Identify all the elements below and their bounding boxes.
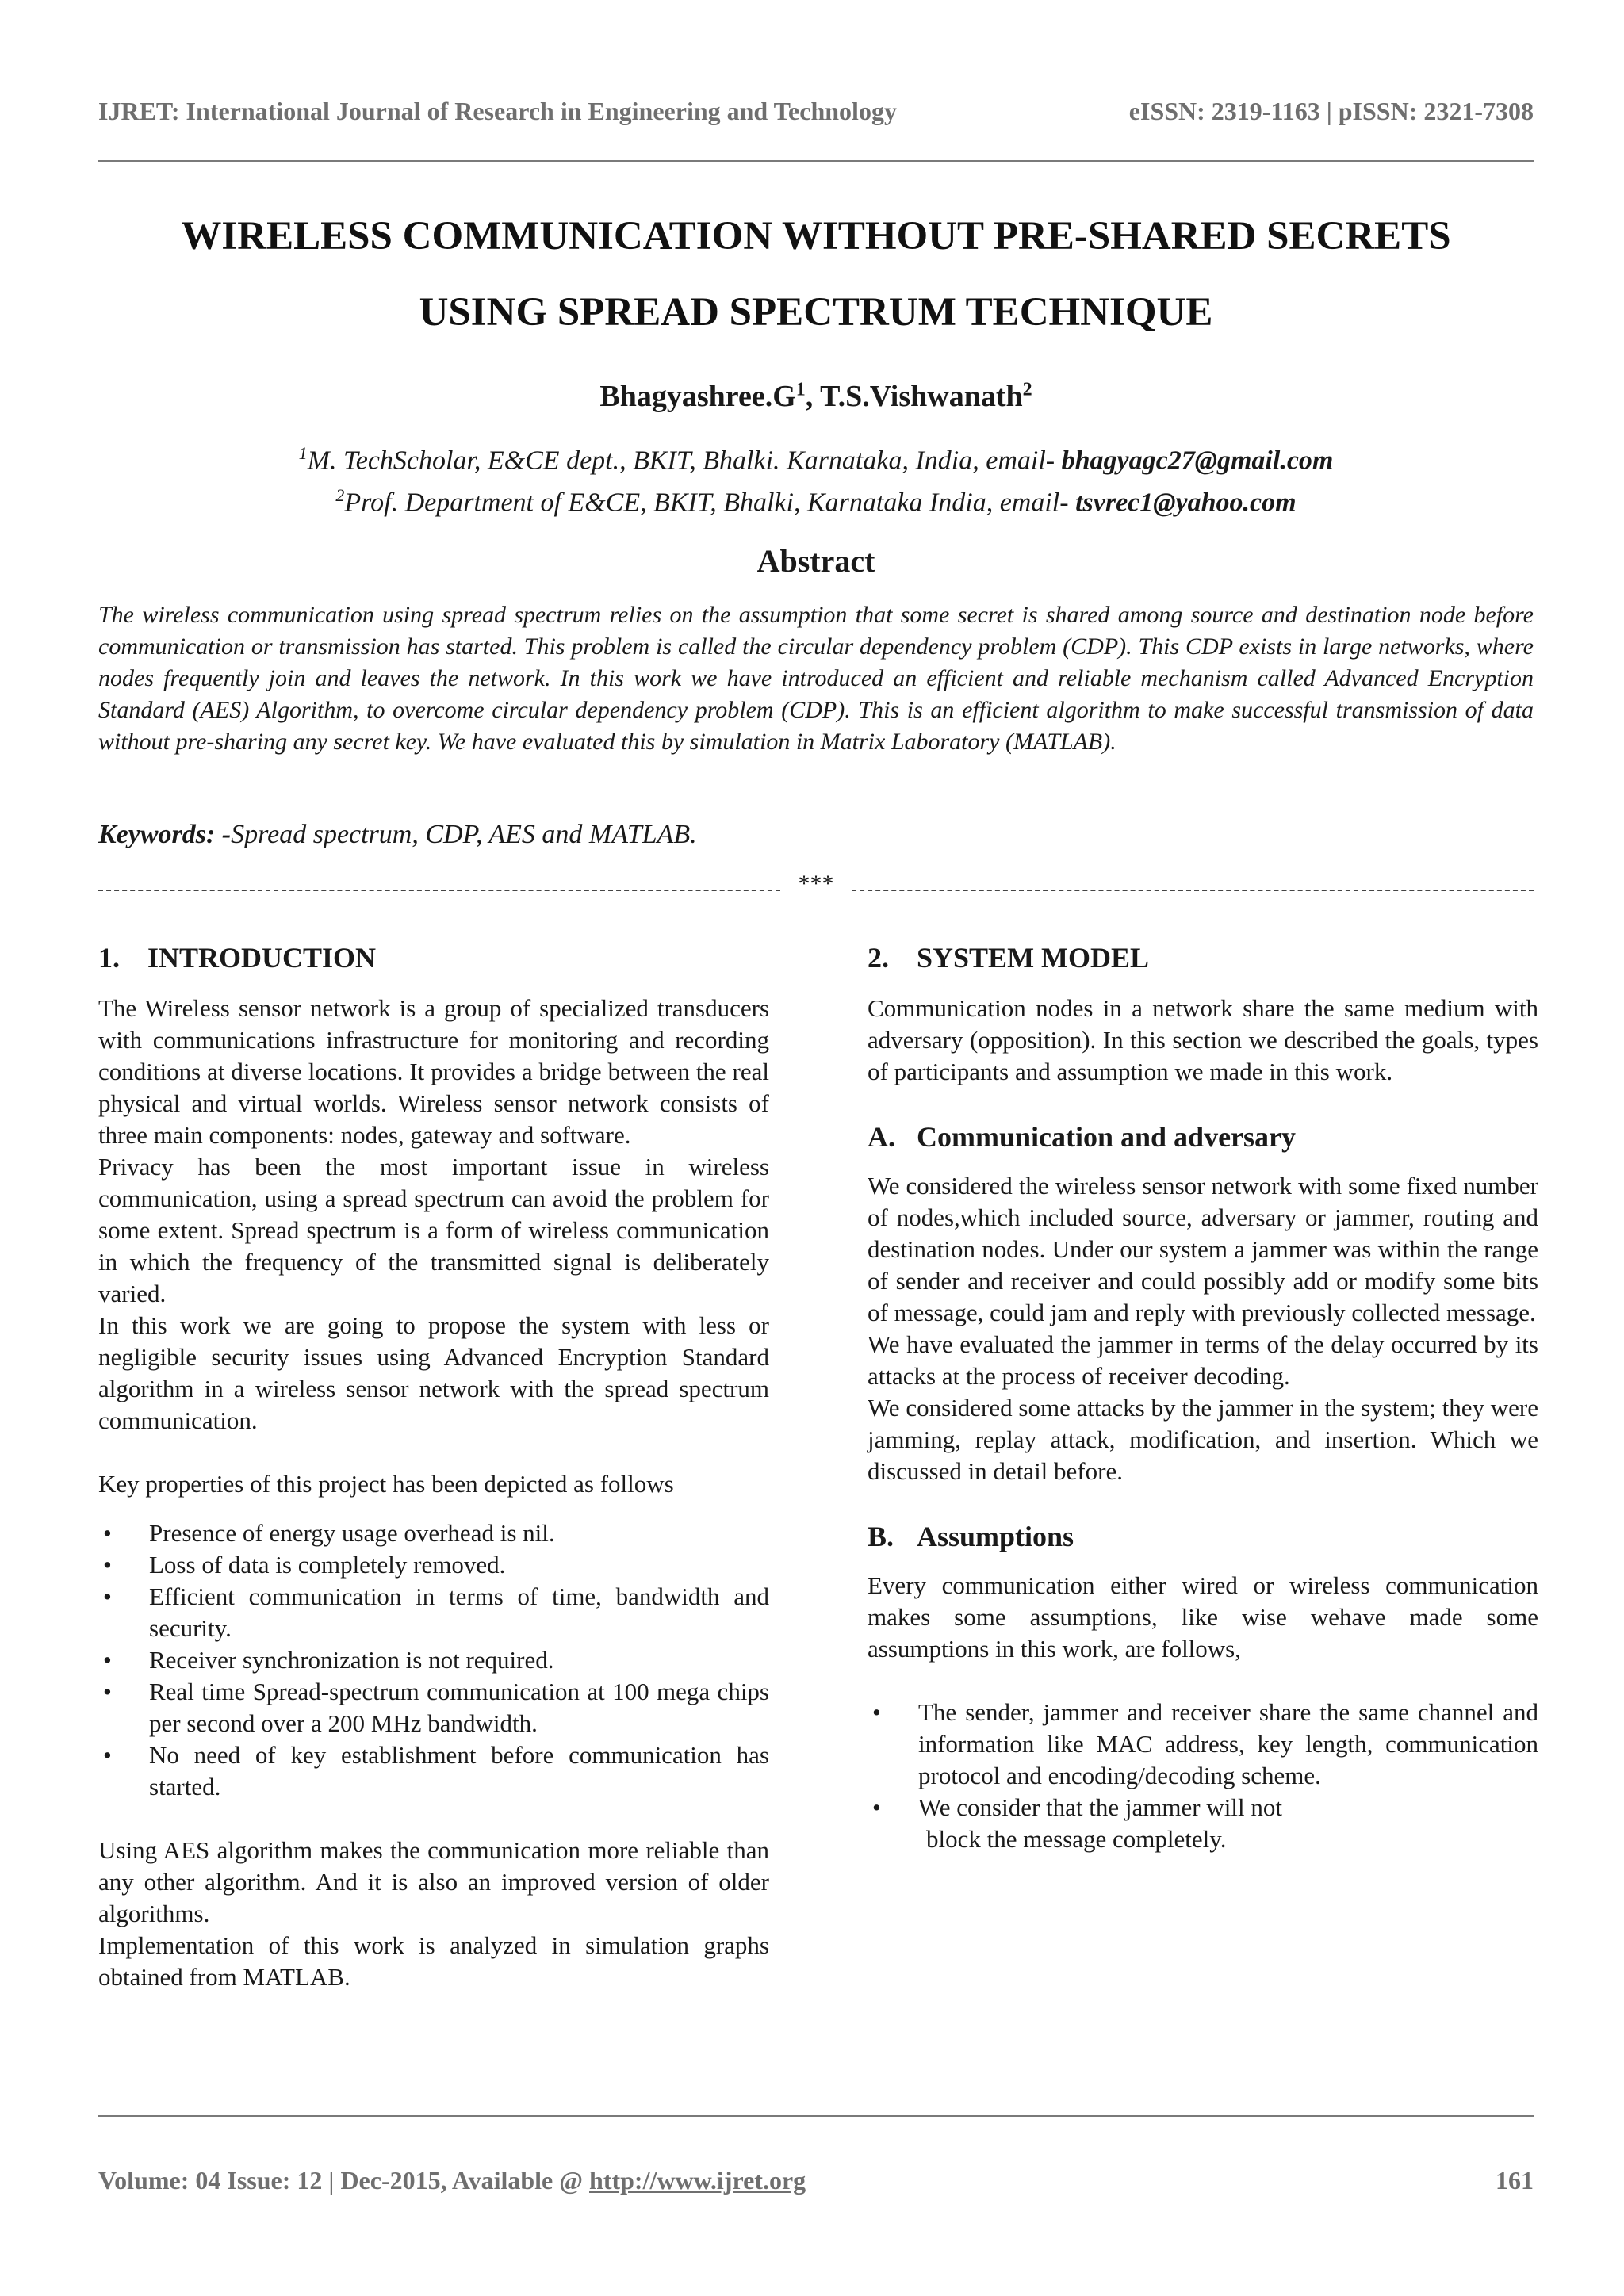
- paragraph: We considered some attacks by the jammer in the system; they were jamming, replay attack, modification, and insertion. Which we discussed in detail before.: [868, 1394, 1538, 1485]
- journal-link[interactable]: http://www.ijret.org: [589, 2166, 806, 2195]
- paragraph: We have evaluated the jammer in terms of the delay occurred by its attacks at the process of receiver decoding.: [868, 1330, 1538, 1390]
- abstract-heading: Abstract: [756, 543, 875, 579]
- paragraph: In this work we are going to propose the system with less or negligible security issues using Advanced Encryption Standard algorithm in a wireless sensor network with the spread spectrum communication.: [98, 1311, 769, 1434]
- keywords-text: Spread spectrum, CDP, AES and MATLAB.: [231, 820, 697, 849]
- author-2-sup: 2: [1022, 379, 1032, 400]
- separator-dash-left: [98, 890, 780, 891]
- paragraph: Key properties of this project has been depicted as follows: [98, 1470, 674, 1498]
- paragraph: Implementation of this work is analyzed in simulation graphs obtained from MATLAB.: [98, 1931, 769, 1991]
- subsection-heading-assumptions: B. Assumptions: [868, 1521, 1074, 1552]
- header-divider: [98, 160, 1534, 162]
- subsection-heading-communication-adversary: A. Communication and adversary: [868, 1121, 1297, 1153]
- section-heading-system-model: 2. SYSTEM MODEL: [868, 942, 1150, 974]
- affiliation-2: $^2$Prof. Department of E&CE, BKIT, Bhalki, Karnataka India, email- tsvrec1@yahoo.com: [335, 485, 1297, 518]
- list-item: • The sender, jammer and receiver share the same channel and information like MAC address, key length, communication protocol and encoding/decoding scheme.: [872, 1698, 1538, 1789]
- section-heading-introduction: 1. INTRODUCTION: [98, 942, 377, 974]
- key-properties-list: [98, 1517, 769, 1803]
- paragraph: Using AES algorithm makes the communication more reliable than any other algorithm. And it is also an improved version of older algorithms.: [98, 1836, 769, 1927]
- author-separator: ,: [805, 380, 821, 413]
- affiliations: [98, 436, 1534, 521]
- volume-info: Volume: 04 Issue: 12 | Dec-2015, Available @ http://www.ijret.org: [98, 2166, 806, 2195]
- journal-name: IJRET: International Journal of Research in Engineering and Technology: [98, 97, 897, 125]
- section-separator: [98, 871, 1534, 902]
- keywords-label: Keywords: -: [98, 820, 232, 849]
- author-2: T.S.Vishwanath: [820, 380, 1023, 413]
- list-item: • Presence of energy usage overhead is nil.: [103, 1519, 555, 1547]
- paragraph: The Wireless sensor network is a group of specialized transducers with communications infrastructure for monitoring and recording conditions at diverse locations. It provides a bridge between the real physical and virtual worlds. Wireless sensor network consists of three main components: nodes, gateway and software.: [98, 994, 769, 1149]
- separator-stars: ***: [798, 871, 834, 897]
- list-item: • Receiver synchronization is not required.: [103, 1646, 554, 1674]
- left-column: [98, 940, 769, 1993]
- paragraph: Privacy has been the most important issue in wireless communication, using a spread spectrum can avoid the problem for some extent. Spread spectrum is a form of wireless communication in which the frequency of the transmitted signal is deliberately varied.: [98, 1153, 769, 1307]
- page-number: 161: [1496, 2166, 1534, 2195]
- paper-title: [98, 198, 1534, 350]
- author-list: [98, 379, 1534, 414]
- author-1-sup: 1: [795, 379, 806, 400]
- paragraph: Communication nodes in a network share the same medium with adversary (opposition). In this section we described the goals, types of participants and assumption we made in this work.: [868, 994, 1538, 1085]
- email-link-1[interactable]: bhagyagc27@gmail.com: [1061, 446, 1334, 476]
- list-item: • No need of key establishment before communication has started.: [103, 1741, 769, 1800]
- affiliation-1: $^1$M. TechScholar, E&CE dept., BKIT, Bhalki. Karnataka, India, email- bhagyagc27@gmail.com: [298, 443, 1334, 476]
- keywords: [98, 820, 1534, 850]
- paragraph: We considered the wireless sensor network with some fixed number of nodes,which included source, adversary or jammer, routing and destination nodes. Under our system a jammer was within the range of sender and receiver and could possibly add or modify some bits of message, could jam and reply with previously collected message.: [868, 1172, 1538, 1326]
- right-column: [868, 940, 1538, 1855]
- author-1: Bhagyashree.G: [599, 380, 796, 413]
- separator-dash-right: [852, 890, 1534, 891]
- title-line-1: WIRELESS COMMUNICATION WITHOUT PRE-SHARED SECRETS: [181, 214, 1451, 258]
- footer-divider: [98, 2115, 1534, 2117]
- paragraph: Every communication either wired or wireless communication makes some assumptions, like wise wehave made some assumptions in this work, are follows,: [868, 1571, 1538, 1663]
- assumptions-list: [868, 1697, 1538, 1855]
- issn-info: eISSN: 2319-1163 | pISSN: 2321-7308: [1128, 97, 1534, 125]
- list-item: • Loss of data is completely removed.: [103, 1551, 506, 1578]
- list-item: • We consider that the jammer will not block the message completely.: [872, 1793, 1282, 1853]
- list-item: • Real time Spread-spectrum communication at 100 mega chips per second over a 200 MHz bandwidth.: [103, 1678, 769, 1737]
- email-link-2[interactable]: tsvrec1@yahoo.com: [1075, 488, 1297, 518]
- abstract-text: The wireless communication using spread spectrum relies on the assumption that some secret is shared among source and destination node before communication or transmission has started. This problem is called the circular dependency problem (CDP). This CDP exists in large networks, where nodes frequently join and leaves the network. In this work we have introduced an efficient and reliable mechanism called Advanced Encryption Standard (AES) Algorithm, to overcome circular dependency problem (CDP). This is an efficient algorithm to make successful transmission of data without pre-sharing any secret key. We have evaluated this by simulation in Matrix Laboratory (MATLAB).: [98, 602, 1534, 755]
- list-item: • Efficient communication in terms of time, bandwidth and security.: [103, 1582, 769, 1642]
- title-line-2: USING SPREAD SPECTRUM TECHNIQUE: [419, 290, 1213, 335]
